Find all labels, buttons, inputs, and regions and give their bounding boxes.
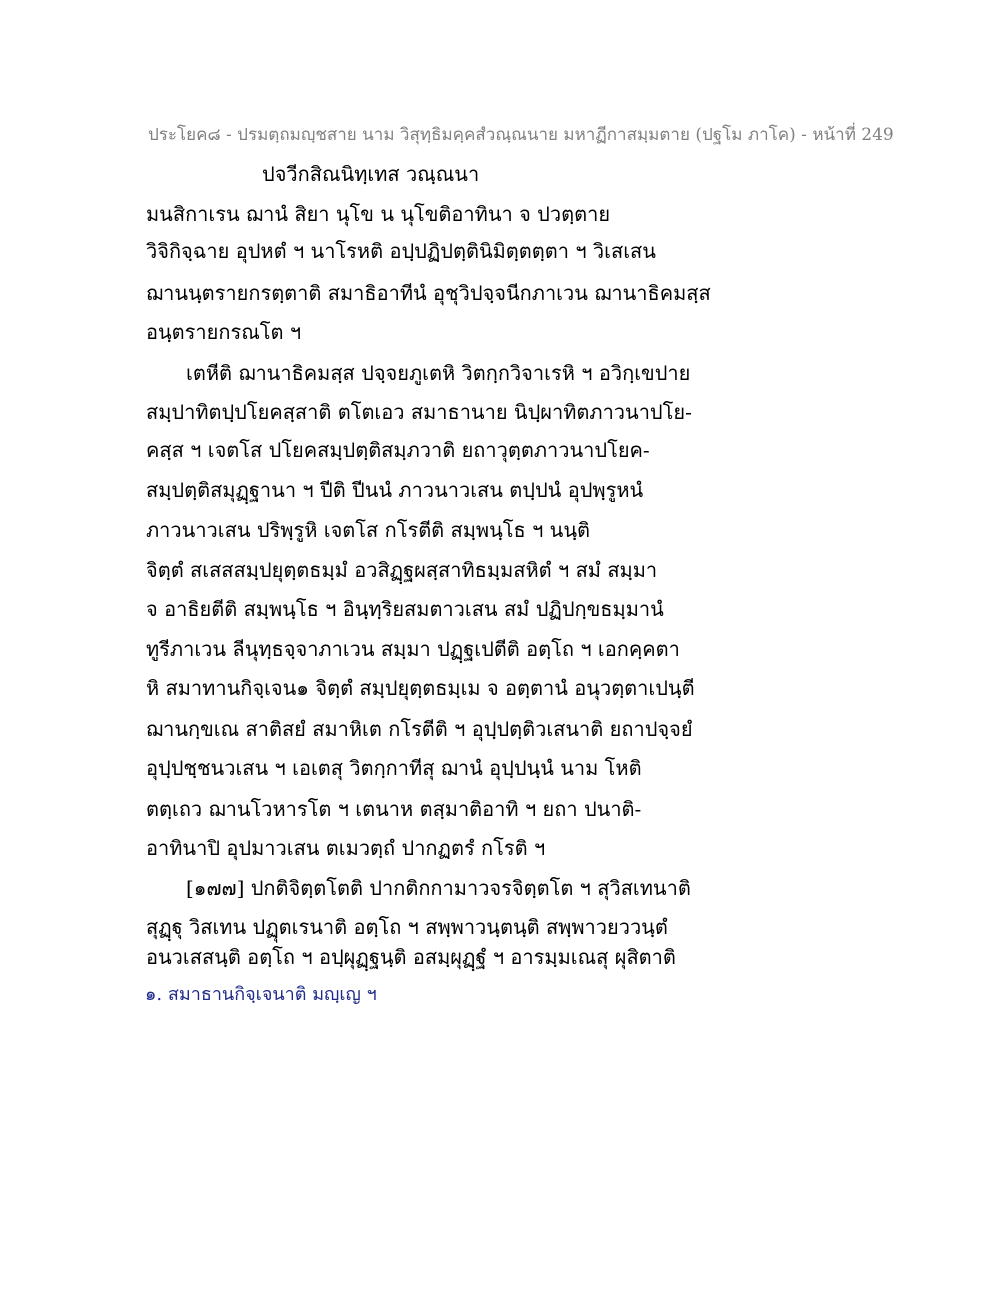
text-line: สมฺปาทิตปฺปโยคสฺสาติ ตโตเอว สมาธานาย นิปฺผาทิตภาวนาปโย- xyxy=(146,400,692,424)
text-line: หิ สมาทานกิจฺเจน๑ จิตฺตํ สมฺปยุตฺตธมฺเม จ อตฺตานํ อนุวตฺตาเปนฺตี xyxy=(146,676,695,700)
text-line: ทูรีภาเวน ลีนุทฺธจฺจาภาเวน สมฺมา ปฏฺฐเปตีติ อตฺโถ ฯ เอกคฺคตา xyxy=(146,637,680,661)
text-line: ภาวนาวเสน ปริพฺรูหิ เจตโส กโรตีติ สมฺพนฺโธ ฯ นนฺติ xyxy=(146,518,591,542)
page-header: ประโยค๘ - ปรมตฺถมญฺชสาย นาม วิสุทฺธิมคฺคสํวณฺณนาย มหาฏีกาสมฺมตาย (ปฐโม ภาโค) - หน้าที่ 249 xyxy=(148,125,894,145)
text-line: ตตฺเถว ฌานโวหารโต ฯ เตนาห ตสฺมาติอาทิ ฯ ยถา ปนาติ- xyxy=(146,797,642,821)
text-line: [๑๗๗] ปกติจิตฺตโตติ ปากติกกามาวจรจิตฺตโต ฯ สุวิสเทนาติ xyxy=(186,876,691,900)
text-line: อาทินาปิ อุปมาวเสน ตเมวตฺถํ ปากฏตรํ กโรติ ฯ xyxy=(146,836,546,860)
text-line: ฌานนฺตรายกรตฺตาติ สมาธิอาทีนํ อุชุวิปจฺจนีกภาเวน ฌานาธิคมสฺส xyxy=(146,281,711,305)
text-line: มนสิกาเรน ฌานํ สิยา นุโข น นุโขติอาทินา จ ปวตฺตาย xyxy=(146,202,611,226)
text-line: คสฺส ฯ เจตโส ปโยคสมฺปตฺติสมฺภวาติ ยถาวุตฺตภาวนาปโยค- xyxy=(146,438,650,462)
text-line: ฌานกฺขเณ สาติสยํ สมาหิเต กโรตีติ ฯ อุปฺปตฺติวเสนาติ ยถาปจฺจยํ xyxy=(146,717,693,741)
text-line: วิจิกิจฺฉาย อุปหตํ ฯ นาโรหติ อปฺปฏิปตฺตินิมิตฺตตฺตา ฯ วิเสเสน xyxy=(146,239,656,263)
text-line: จิตฺตํ สเสสสมฺปยุตฺตธมฺมํ อวสิฏฺฐผสฺสาทิธมฺมสหิตํ ฯ สมํ สมฺมา xyxy=(146,558,658,582)
text-line: อนฺตรายกรณโต ฯ xyxy=(146,320,302,344)
text-line: จ อาธิยตีติ สมฺพนฺโธ ฯ อินฺทฺริยสมตาวเสน สมํ ปฏิปกฺขธมฺมานํ xyxy=(146,597,664,621)
text-line: สุฏฺฐุ วิสเทน ปฏุตเรนาติ อตฺโถ ฯ สพฺพาวนฺตนฺติ สพฺพาวยววนฺตํ xyxy=(146,915,668,939)
text-line: อุปฺปชฺชนวเสน ฯ เอเตสุ วิตกฺกาทีสุ ฌานํ อุปฺปนฺนํ นาม โหติ xyxy=(146,756,642,780)
section-title: ปจวีกสิณนิทฺเทส วณฺณนา xyxy=(262,162,480,186)
text-line: สมฺปตฺติสมุฏฺฐานา ฯ ปีติ ปีนนํ ภาวนาวเสน ตปฺปนํ อุปพฺรูหนํ xyxy=(146,478,644,502)
text-line: อนวเสสนฺติ อตฺโถ ฯ อปฺผุฏฺฐนฺติ อสมฺผุฏฺฐํ ฯ อารมฺมเณสุ ผุสิตาติ xyxy=(146,945,676,969)
text-line: เตหีติ ฌานาธิคมสฺส ปจฺจยภูเตหิ วิตกฺกวิจาเรหิ ฯ อวิกฺเขปาย xyxy=(186,361,691,385)
footnote: ๑. สมาธานกิจฺเจนาติ มญฺเญ ฯ xyxy=(145,984,377,1005)
